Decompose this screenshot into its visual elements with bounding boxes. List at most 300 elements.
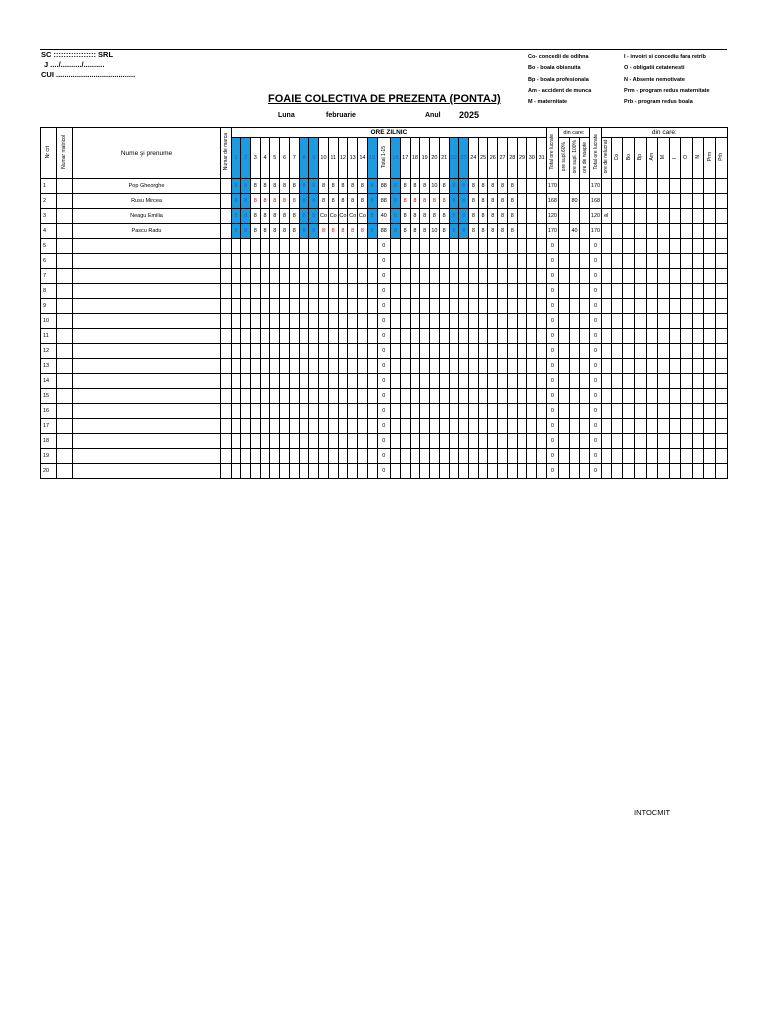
hdr-ore-nelucrat bbox=[601, 138, 611, 179]
row-absence-cell bbox=[669, 314, 681, 329]
day-cell bbox=[488, 344, 498, 359]
row-total-ore: 120 bbox=[547, 209, 558, 224]
day-cell bbox=[391, 404, 401, 419]
day-cell bbox=[338, 329, 348, 344]
day-cell bbox=[507, 314, 517, 329]
day-cell bbox=[537, 254, 547, 269]
day-cell bbox=[459, 464, 469, 479]
day-cell bbox=[420, 299, 430, 314]
day-cell bbox=[270, 449, 280, 464]
day-cell bbox=[410, 449, 420, 464]
row-absence-cell bbox=[669, 449, 681, 464]
row-nelucrat bbox=[601, 269, 611, 284]
row-absence-cell bbox=[669, 329, 681, 344]
row-supl-100 bbox=[569, 209, 579, 224]
day-cell bbox=[348, 464, 358, 479]
day-cell: 8 bbox=[367, 209, 377, 224]
day-cell bbox=[367, 359, 377, 374]
day-cell bbox=[420, 344, 430, 359]
row-absence-cell bbox=[634, 374, 646, 389]
row-name bbox=[72, 359, 221, 374]
day-cell bbox=[270, 404, 280, 419]
day-cell bbox=[498, 299, 508, 314]
row-supl-60 bbox=[558, 449, 569, 464]
row-nr: 3 bbox=[41, 209, 57, 224]
day-cell: 10 bbox=[430, 224, 440, 239]
row-name bbox=[72, 344, 221, 359]
row-absence-cell bbox=[669, 194, 681, 209]
day-cell bbox=[367, 314, 377, 329]
day-cell bbox=[430, 314, 440, 329]
day-cell bbox=[328, 404, 338, 419]
row-supl-60 bbox=[558, 269, 569, 284]
row-supl-100: 80 bbox=[569, 194, 579, 209]
row-nr: 20 bbox=[41, 464, 57, 479]
row-absence-cell bbox=[634, 434, 646, 449]
row-supl-60 bbox=[558, 344, 569, 359]
day-cell: 8 bbox=[430, 209, 440, 224]
row-total-115: 0 bbox=[377, 434, 391, 449]
day-cell: 8 bbox=[299, 224, 309, 239]
row-total-ore-2: 0 bbox=[590, 239, 601, 254]
row-total-ore-2: 0 bbox=[590, 314, 601, 329]
day-cell bbox=[488, 254, 498, 269]
day-cell bbox=[537, 224, 547, 239]
row-total-115: 0 bbox=[377, 389, 391, 404]
day-cell bbox=[289, 314, 299, 329]
company-cui: CUI ...................................... bbox=[41, 70, 136, 79]
day-cell bbox=[459, 284, 469, 299]
day-cell bbox=[488, 404, 498, 419]
row-absence-cell bbox=[692, 434, 704, 449]
day-cell bbox=[289, 389, 299, 404]
row-name bbox=[72, 269, 221, 284]
row-absence-cell bbox=[646, 254, 658, 269]
attendance-table bbox=[40, 127, 728, 479]
row-absence-cell bbox=[715, 239, 727, 254]
day-cell bbox=[348, 359, 358, 374]
hdr-nume: Nume şi prenume bbox=[72, 128, 221, 179]
day-cell: Co bbox=[328, 209, 338, 224]
day-cell bbox=[250, 419, 260, 434]
row-num-marca bbox=[221, 389, 231, 404]
hdr-marca-text: Numar matricol bbox=[61, 135, 68, 169]
day-cell bbox=[280, 284, 290, 299]
day-cell bbox=[468, 434, 478, 449]
day-cell bbox=[537, 449, 547, 464]
day-cell bbox=[400, 344, 410, 359]
row-total-115: 0 bbox=[377, 464, 391, 479]
day-cell: 8 bbox=[367, 224, 377, 239]
day-cell bbox=[449, 269, 459, 284]
day-cell bbox=[507, 269, 517, 284]
row-total-115: 88 bbox=[377, 179, 391, 194]
row-absence-cell bbox=[681, 434, 693, 449]
row-total-ore-2: 0 bbox=[590, 464, 601, 479]
day-cell bbox=[478, 269, 488, 284]
day-cell bbox=[420, 449, 430, 464]
row-total-ore: 0 bbox=[547, 419, 558, 434]
row-absence-cell bbox=[623, 344, 635, 359]
day-cell: 8 bbox=[289, 194, 299, 209]
row-absence-cell bbox=[634, 329, 646, 344]
row-name bbox=[72, 374, 221, 389]
day-cell bbox=[459, 239, 469, 254]
row-num-marca bbox=[221, 434, 231, 449]
day-cell bbox=[400, 374, 410, 389]
day-cell bbox=[459, 344, 469, 359]
row-absence-cell bbox=[692, 464, 704, 479]
day-cell bbox=[459, 254, 469, 269]
day-cell bbox=[400, 284, 410, 299]
day-cell bbox=[367, 374, 377, 389]
day-cell bbox=[231, 329, 241, 344]
legend-item: M - maternitate bbox=[528, 99, 568, 106]
row-total-ore: 0 bbox=[547, 344, 558, 359]
day-cell: 8 bbox=[449, 179, 459, 194]
day-cell bbox=[250, 299, 260, 314]
row-absence-cell bbox=[704, 344, 716, 359]
day-cell bbox=[517, 314, 527, 329]
row-absence-cell bbox=[646, 284, 658, 299]
day-cell bbox=[358, 329, 368, 344]
day-cell: 8 bbox=[358, 194, 368, 209]
row-noapte bbox=[580, 209, 590, 224]
day-cell bbox=[507, 434, 517, 449]
day-cell bbox=[439, 239, 449, 254]
day-cell: 8 bbox=[338, 224, 348, 239]
day-cell bbox=[468, 239, 478, 254]
row-absence-cell bbox=[611, 179, 623, 194]
day-cell bbox=[348, 314, 358, 329]
day-cell bbox=[231, 434, 241, 449]
row-absence-cell bbox=[658, 374, 670, 389]
row-noapte bbox=[580, 389, 590, 404]
day-cell bbox=[358, 434, 368, 449]
day-cell bbox=[241, 389, 251, 404]
day-cell bbox=[537, 299, 547, 314]
row-supl-60 bbox=[558, 374, 569, 389]
day-cell bbox=[439, 269, 449, 284]
day-cell bbox=[430, 239, 440, 254]
day-cell: 8 bbox=[299, 194, 309, 209]
row-absence-cell bbox=[646, 179, 658, 194]
day-cell bbox=[468, 464, 478, 479]
row-noapte bbox=[580, 404, 590, 419]
legend-item: Bo - boala obisnuita bbox=[528, 65, 581, 72]
day-cell bbox=[319, 239, 329, 254]
day-cell bbox=[420, 404, 430, 419]
row-total-ore-2: 0 bbox=[590, 299, 601, 314]
day-cell bbox=[527, 269, 537, 284]
day-cell bbox=[289, 359, 299, 374]
day-cell: 8 bbox=[488, 179, 498, 194]
row-absence-cell bbox=[646, 329, 658, 344]
row-absence-cell bbox=[681, 359, 693, 374]
day-cell bbox=[527, 389, 537, 404]
day-cell bbox=[468, 269, 478, 284]
day-cell bbox=[400, 419, 410, 434]
day-cell bbox=[241, 359, 251, 374]
day-cell: 8 bbox=[299, 179, 309, 194]
day-cell bbox=[527, 209, 537, 224]
day-cell bbox=[527, 374, 537, 389]
day-cell bbox=[507, 254, 517, 269]
row-marca bbox=[56, 419, 72, 434]
day-header: 6 bbox=[280, 138, 290, 179]
day-header: 23 bbox=[459, 138, 469, 179]
day-cell bbox=[367, 299, 377, 314]
day-cell bbox=[319, 314, 329, 329]
day-header: 13 bbox=[348, 138, 358, 179]
row-absence-cell bbox=[715, 389, 727, 404]
day-cell bbox=[478, 374, 488, 389]
day-cell bbox=[449, 314, 459, 329]
hdr-absence-code bbox=[681, 138, 693, 179]
row-absence-cell bbox=[669, 239, 681, 254]
day-cell bbox=[231, 419, 241, 434]
day-cell bbox=[309, 299, 319, 314]
day-cell bbox=[478, 299, 488, 314]
row-absence-cell bbox=[669, 419, 681, 434]
row-marca bbox=[56, 284, 72, 299]
day-cell bbox=[328, 284, 338, 299]
day-cell bbox=[319, 359, 329, 374]
day-cell bbox=[517, 254, 527, 269]
hdr-absence-code bbox=[646, 138, 658, 179]
row-absence-cell bbox=[681, 299, 693, 314]
row-nr: 13 bbox=[41, 359, 57, 374]
day-cell bbox=[280, 239, 290, 254]
row-absence-cell bbox=[692, 419, 704, 434]
row-marca bbox=[56, 389, 72, 404]
day-cell bbox=[391, 254, 401, 269]
day-cell bbox=[260, 434, 270, 449]
day-cell bbox=[439, 434, 449, 449]
day-cell: 8 bbox=[410, 194, 420, 209]
legend-item: Co- concedii de odihna bbox=[528, 54, 589, 60]
day-cell bbox=[260, 404, 270, 419]
row-absence-cell bbox=[681, 254, 693, 269]
day-cell bbox=[488, 389, 498, 404]
day-cell bbox=[289, 344, 299, 359]
legend-item: Am - accident de munca bbox=[528, 87, 592, 94]
day-cell: 8 bbox=[468, 209, 478, 224]
day-cell bbox=[260, 359, 270, 374]
row-absence-cell bbox=[704, 389, 716, 404]
day-cell: 8 bbox=[270, 209, 280, 224]
day-cell bbox=[498, 314, 508, 329]
row-absence-cell bbox=[658, 329, 670, 344]
hdr-total-115-text: Total 1-15 bbox=[380, 146, 387, 168]
table-row bbox=[41, 269, 728, 284]
day-cell bbox=[319, 299, 329, 314]
day-cell bbox=[449, 299, 459, 314]
day-cell bbox=[231, 254, 241, 269]
day-cell bbox=[250, 239, 260, 254]
day-cell: 8 bbox=[280, 179, 290, 194]
day-header: 27 bbox=[498, 138, 508, 179]
row-num-marca bbox=[221, 449, 231, 464]
row-total-115: 88 bbox=[377, 224, 391, 239]
day-cell bbox=[280, 374, 290, 389]
row-absence-cell bbox=[658, 434, 670, 449]
row-absence-cell bbox=[681, 209, 693, 224]
row-num-marca bbox=[221, 299, 231, 314]
row-absence-cell bbox=[634, 359, 646, 374]
row-total-ore-2: 0 bbox=[590, 434, 601, 449]
day-cell bbox=[309, 389, 319, 404]
day-cell: 8 bbox=[348, 194, 358, 209]
day-cell bbox=[537, 389, 547, 404]
day-cell: 8 bbox=[420, 194, 430, 209]
row-absence-cell bbox=[704, 449, 716, 464]
day-cell bbox=[358, 404, 368, 419]
day-cell: 10 bbox=[430, 179, 440, 194]
row-absence-cell bbox=[623, 449, 635, 464]
row-total-ore: 0 bbox=[547, 389, 558, 404]
day-cell: 8 bbox=[270, 224, 280, 239]
row-absence-cell bbox=[634, 419, 646, 434]
row-absence-cell bbox=[704, 329, 716, 344]
row-absence-cell bbox=[611, 299, 623, 314]
day-cell bbox=[420, 374, 430, 389]
day-cell bbox=[400, 389, 410, 404]
row-total-ore: 168 bbox=[547, 194, 558, 209]
row-marca bbox=[56, 209, 72, 224]
day-cell: 8 bbox=[231, 209, 241, 224]
row-absence-cell bbox=[623, 194, 635, 209]
day-cell bbox=[280, 419, 290, 434]
hdr-ore-nelucrat-text: ore de nelucrat bbox=[603, 140, 610, 174]
row-name bbox=[72, 329, 221, 344]
day-cell bbox=[280, 329, 290, 344]
day-cell bbox=[231, 374, 241, 389]
row-total-115: 0 bbox=[377, 299, 391, 314]
day-cell bbox=[391, 419, 401, 434]
table-row bbox=[41, 224, 728, 239]
day-cell bbox=[420, 464, 430, 479]
row-absence-cell bbox=[669, 464, 681, 479]
day-cell bbox=[439, 464, 449, 479]
row-nr: 19 bbox=[41, 449, 57, 464]
day-cell bbox=[488, 419, 498, 434]
day-cell bbox=[400, 254, 410, 269]
hdr-absence-code-text: Prb bbox=[718, 153, 725, 161]
day-cell bbox=[299, 359, 309, 374]
row-absence-cell bbox=[681, 179, 693, 194]
row-absence-cell bbox=[715, 449, 727, 464]
day-cell bbox=[309, 269, 319, 284]
day-cell bbox=[280, 269, 290, 284]
row-absence-cell bbox=[692, 209, 704, 224]
day-cell bbox=[280, 344, 290, 359]
legend-item: Bp - boala profesionala bbox=[528, 76, 589, 83]
row-absence-cell bbox=[692, 404, 704, 419]
day-cell bbox=[241, 404, 251, 419]
day-cell bbox=[468, 329, 478, 344]
row-marca bbox=[56, 299, 72, 314]
day-cell bbox=[430, 254, 440, 269]
table-row bbox=[41, 389, 728, 404]
day-cell: 8 bbox=[358, 179, 368, 194]
day-cell bbox=[420, 269, 430, 284]
day-cell bbox=[338, 464, 348, 479]
row-absence-cell bbox=[646, 374, 658, 389]
day-cell bbox=[498, 269, 508, 284]
hdr-absence-code-text: Prm bbox=[706, 152, 713, 162]
row-total-115: 0 bbox=[377, 239, 391, 254]
day-cell bbox=[309, 284, 319, 299]
table-row bbox=[41, 179, 728, 194]
day-cell bbox=[537, 464, 547, 479]
row-absence-cell bbox=[704, 224, 716, 239]
row-absence-cell bbox=[692, 254, 704, 269]
row-noapte bbox=[580, 284, 590, 299]
day-cell bbox=[299, 434, 309, 449]
row-absence-cell bbox=[658, 254, 670, 269]
row-supl-100 bbox=[569, 404, 579, 419]
row-nelucrat bbox=[601, 434, 611, 449]
row-num-marca bbox=[221, 344, 231, 359]
day-cell bbox=[439, 389, 449, 404]
day-cell bbox=[299, 254, 309, 269]
day-cell bbox=[410, 284, 420, 299]
day-cell bbox=[241, 254, 251, 269]
day-header: 31 bbox=[537, 138, 547, 179]
row-marca bbox=[56, 404, 72, 419]
row-num-marca bbox=[221, 284, 231, 299]
day-cell bbox=[231, 389, 241, 404]
day-cell: 8 bbox=[507, 224, 517, 239]
day-cell bbox=[459, 449, 469, 464]
hdr-nr-text: Nr crt bbox=[45, 145, 52, 159]
row-absence-cell bbox=[634, 299, 646, 314]
day-cell bbox=[400, 299, 410, 314]
day-cell bbox=[468, 299, 478, 314]
day-cell bbox=[410, 464, 420, 479]
row-num-marca bbox=[221, 359, 231, 374]
day-header: 15 bbox=[367, 138, 377, 179]
day-cell bbox=[517, 404, 527, 419]
day-header: 25 bbox=[478, 138, 488, 179]
row-total-ore: 0 bbox=[547, 314, 558, 329]
day-cell bbox=[537, 269, 547, 284]
day-cell bbox=[328, 314, 338, 329]
day-cell bbox=[319, 329, 329, 344]
row-total-ore-2: 0 bbox=[590, 449, 601, 464]
day-cell bbox=[439, 359, 449, 374]
row-noapte bbox=[580, 314, 590, 329]
day-cell bbox=[270, 344, 280, 359]
row-supl-100 bbox=[569, 269, 579, 284]
day-cell bbox=[507, 374, 517, 389]
row-absence-cell bbox=[669, 179, 681, 194]
row-nelucrat bbox=[601, 239, 611, 254]
day-cell bbox=[420, 359, 430, 374]
day-cell: 8 bbox=[498, 194, 508, 209]
day-cell bbox=[498, 449, 508, 464]
day-cell bbox=[289, 284, 299, 299]
day-cell bbox=[400, 359, 410, 374]
row-absence-cell bbox=[704, 374, 716, 389]
hdr-absence-code bbox=[669, 138, 681, 179]
row-nr: 11 bbox=[41, 329, 57, 344]
row-noapte bbox=[580, 344, 590, 359]
day-cell: 8 bbox=[241, 194, 251, 209]
row-nelucrat bbox=[601, 284, 611, 299]
day-cell bbox=[488, 239, 498, 254]
